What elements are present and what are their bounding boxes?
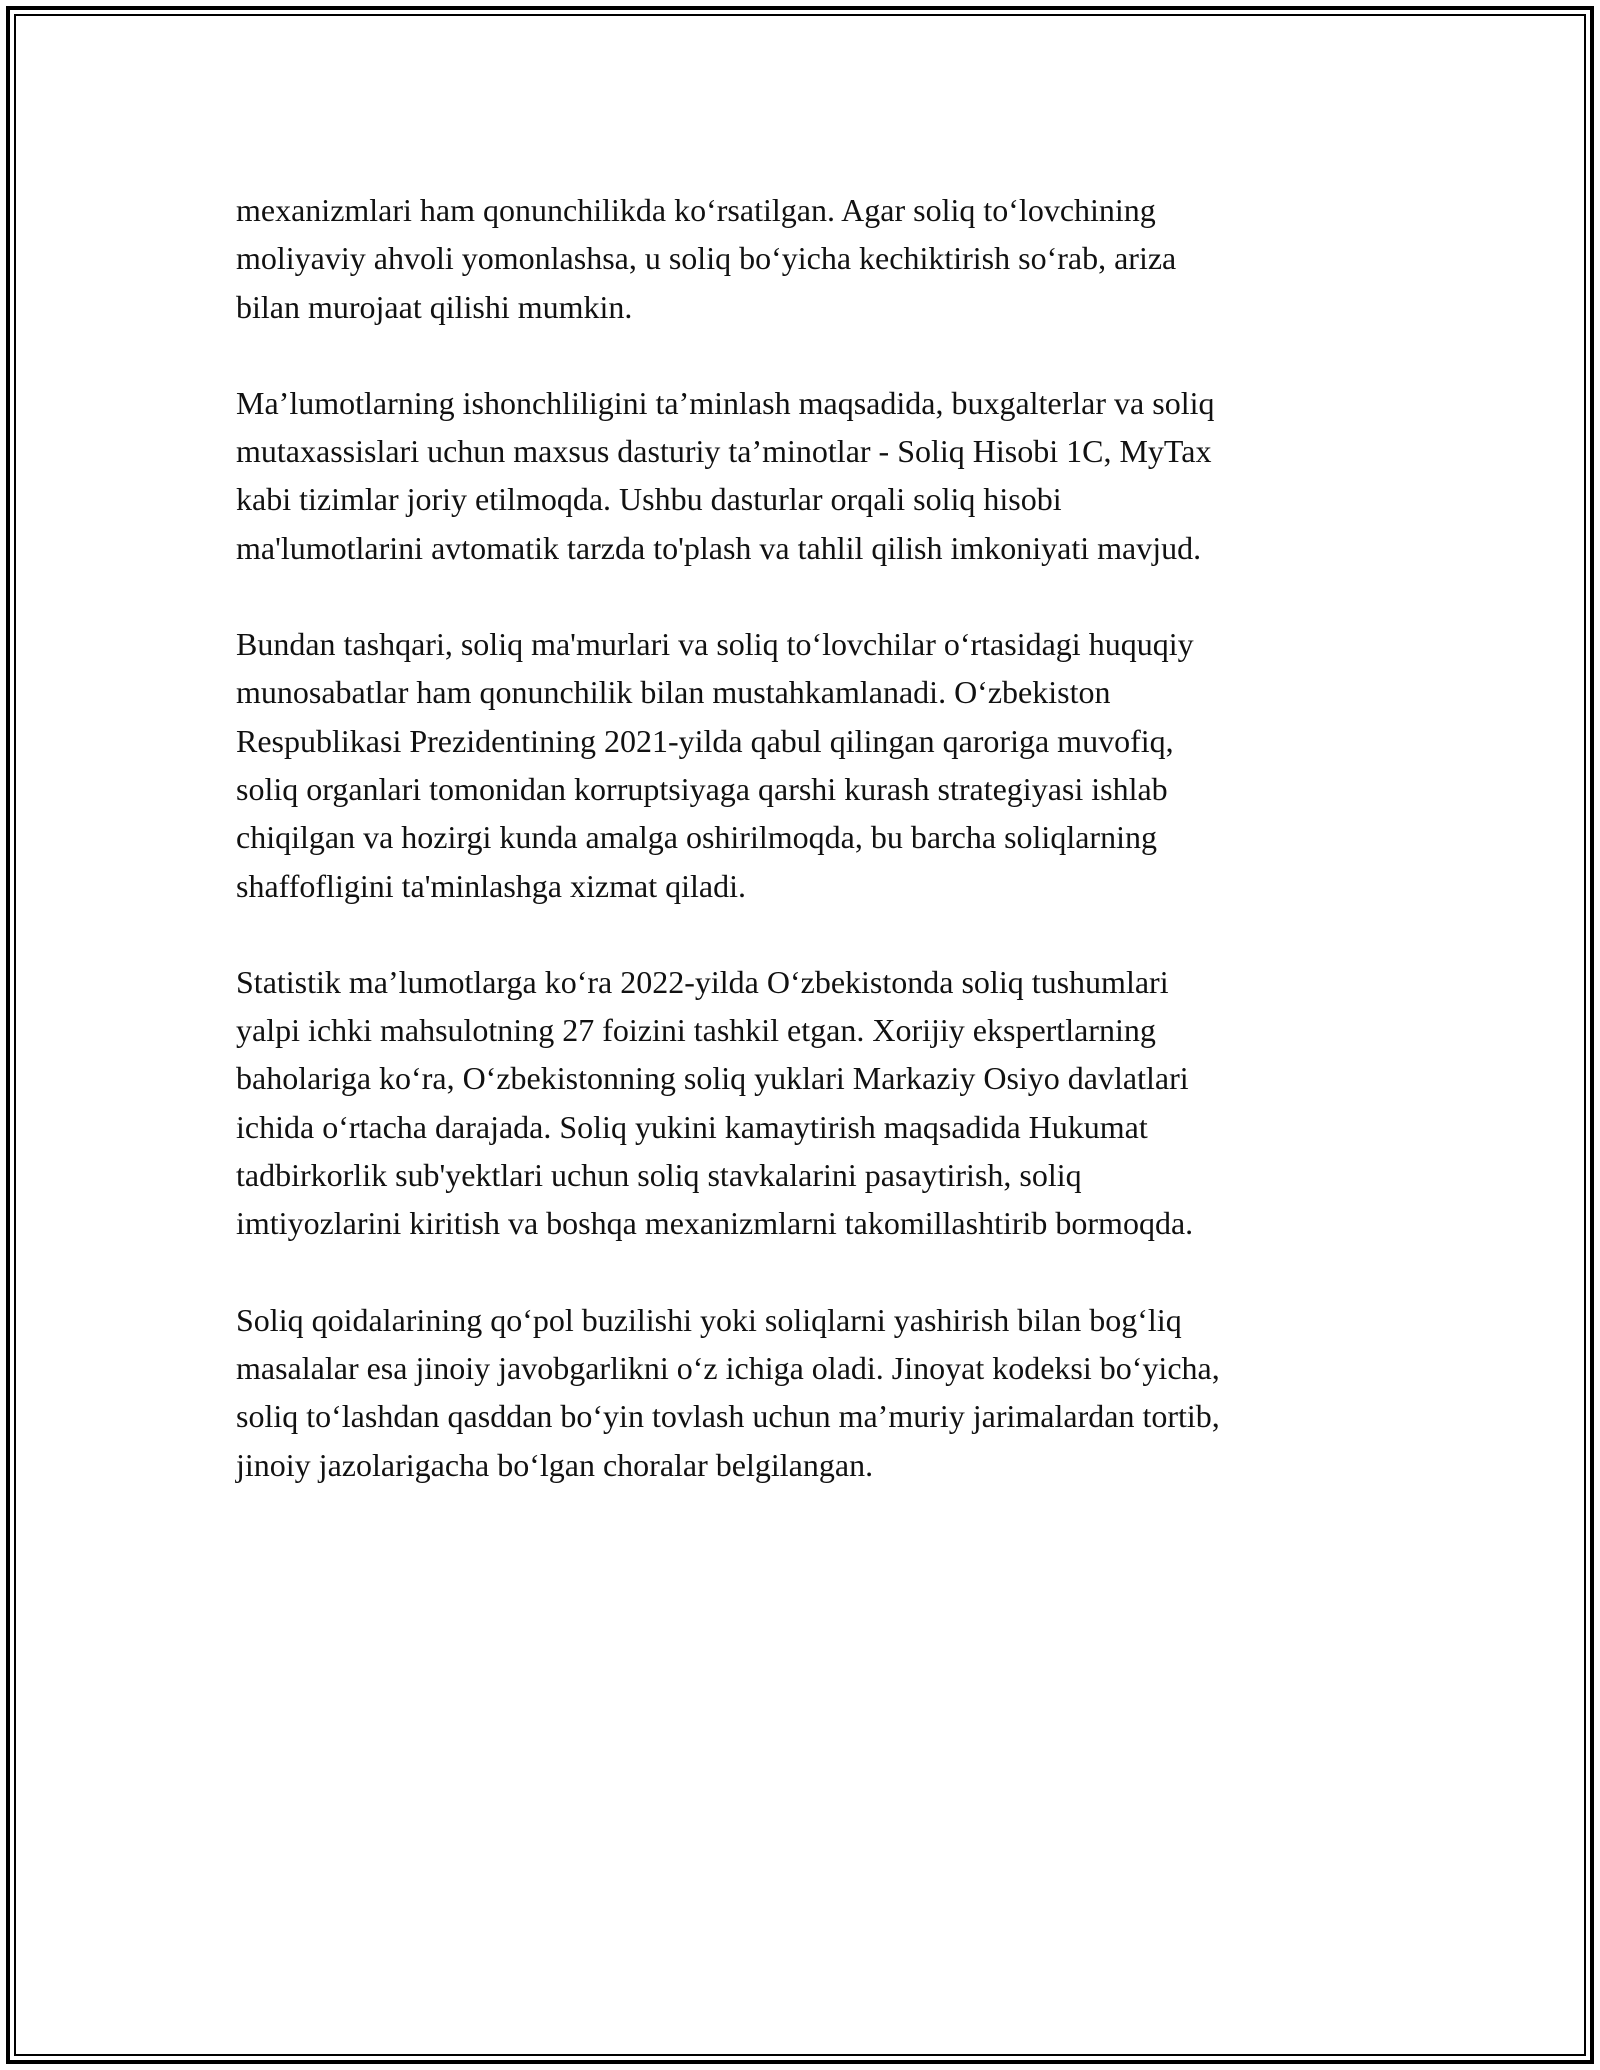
text-line: tadbirkorlik sub'yektlari uchun soliq stavkalarini pasaytirish, soliq (236, 1157, 1082, 1194)
text-line: imtiyozlarini kiritish va boshqa mexanizmlarni takomillashtirib bormoqda. (236, 1205, 1194, 1242)
text-line: Respublikasi Prezidentining 2021-yilda qabul qilingan qaroriga muvofiq, (236, 722, 1174, 759)
text-line: jinoiy jazolarigacha boʻlgan choralar belgilangan. (236, 1446, 874, 1483)
text-line: chiqilgan va hozirgi kunda amalga oshirilmoqda, bu barcha soliqlarning (236, 819, 1157, 856)
text-line: munosabatlar ham qonunchilik bilan mustahkamlanadi. Oʻzbekiston (236, 674, 1111, 711)
text-line: moliyaviy ahvoli yomonlashsa, u soliq boʻyicha kechiktirish soʻrab, ariza (236, 240, 1177, 277)
paragraph-5 (236, 1296, 1376, 1489)
text-line: Soliq qoidalarining qoʻpol buzilishi yoki soliqlarni yashirish bilan bogʻliq (236, 1301, 1182, 1338)
paragraph-2 (236, 379, 1376, 572)
text-line: yalpi ichki mahsulotning 27 foizini tashkil etgan. Xorijiy ekspertlarning (236, 1012, 1156, 1049)
text-line: baholariga koʻra, Oʻzbekistonning soliq yuklari Markaziy Osiyo davlatlari (236, 1060, 1189, 1097)
paragraph-4 (236, 958, 1376, 1248)
text-line: bilan murojaat qilishi mumkin. (236, 288, 633, 325)
text-line: shaffofligini ta'minlashga xizmat qiladi. (236, 867, 746, 904)
text-line: mutaxassislari uchun maxsus dasturiy ta’minotlar - Soliq Hisobi 1C, MyTax (236, 433, 1212, 470)
paragraph-1 (236, 186, 1376, 331)
document-body (236, 186, 1376, 1537)
text-line: masalalar esa jinoiy javobgarlikni oʻz ichiga oladi. Jinoyat kodeksi boʻyicha, (236, 1349, 1220, 1386)
text-line: mexanizmlari ham qonunchilikda koʻrsatilgan. Agar soliq toʻlovchining (236, 192, 1156, 228)
text-line: soliq toʻlashdan qasddan boʻyin tovlash uchun ma’muriy jarimalardan tortib, (236, 1398, 1220, 1435)
paragraph-3 (236, 620, 1376, 910)
text-line: Bundan tashqari, soliq ma'murlari va soliq toʻlovchilar oʻrtasidagi huquqiy (236, 626, 1194, 663)
text-line: Ma’lumotlarning ishonchliligini ta’minlash maqsadida, buxgalterlar va soliq (236, 384, 1215, 421)
text-line: soliq organlari tomonidan korruptsiyaga qarshi kurash strategiyasi ishlab (236, 770, 1168, 807)
text-line: ma'lumotlarini avtomatik tarzda to'plash va tahlil qilish imkoniyati mavjud. (236, 529, 1202, 566)
text-line: ichida oʻrtacha darajada. Soliq yukini kamaytirish maqsadida Hukumat (236, 1108, 1148, 1145)
text-line: kabi tizimlar joriy etilmoqda. Ushbu dasturlar orqali soliq hisobi (236, 481, 1062, 518)
text-line: Statistik ma’lumotlarga koʻra 2022-yilda Oʻzbekistonda soliq tushumlari (236, 963, 1169, 1000)
